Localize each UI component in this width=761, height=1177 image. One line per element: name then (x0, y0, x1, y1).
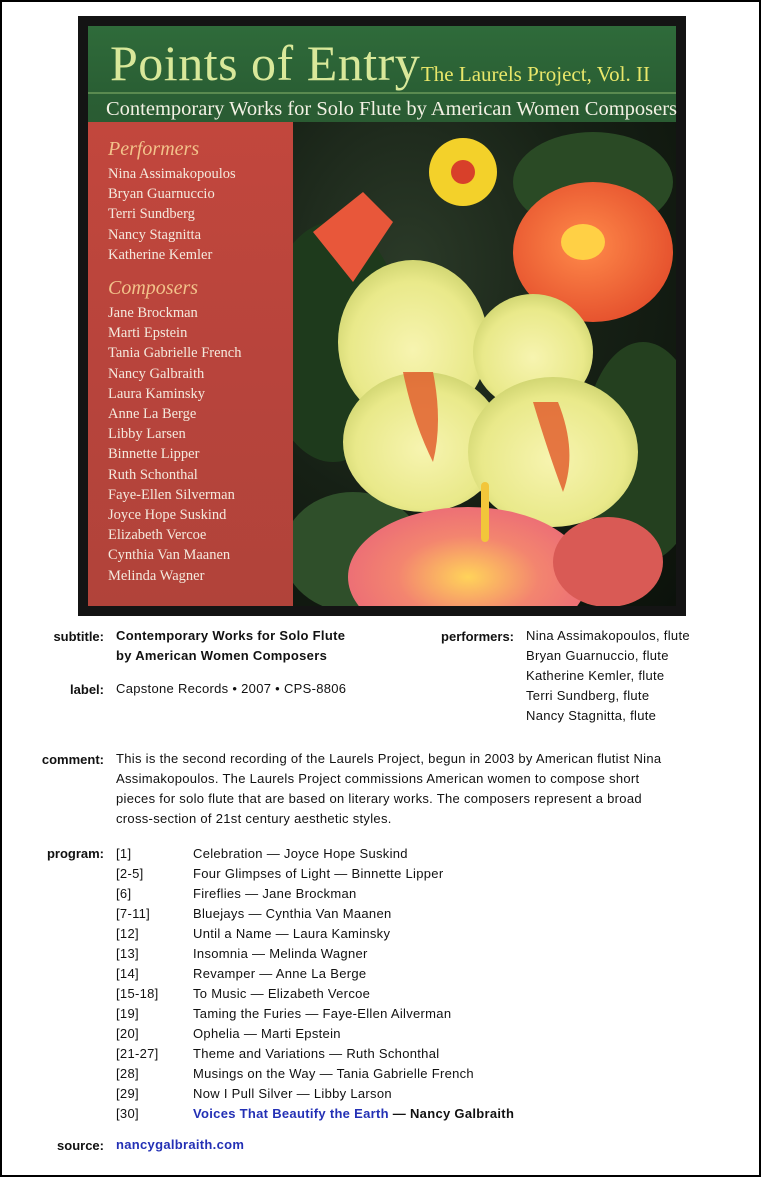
performer-item: Katherine Kemler, flute (526, 668, 665, 683)
cover-composer: Binnette Lipper (108, 446, 200, 463)
track-number: [28] (116, 1066, 139, 1081)
track-number: [29] (116, 1086, 139, 1101)
performer-item: Terri Sundberg, flute (526, 688, 650, 703)
program-row (116, 1084, 514, 1104)
cover-performer: Terri Sundberg (108, 206, 195, 223)
track-number: [30] (116, 1106, 139, 1121)
track-number: [21-27] (116, 1046, 159, 1061)
source-link[interactable]: nancygalbraith.com (116, 1137, 245, 1152)
cover-composer: Libby Larsen (108, 426, 186, 443)
subtitle-value (116, 626, 345, 666)
cover-title: Points of Entry (110, 35, 421, 91)
track-number: [13] (116, 946, 139, 961)
comment-line: This is the second recording of the Laurels Project, begun in 2003 by American flutist Nina (116, 751, 662, 766)
featured-piece-composer: — Nancy Galbraith (388, 1106, 515, 1121)
program-row (116, 1024, 514, 1044)
program-row (116, 964, 514, 984)
piece-title: Bluejays — Cynthia Van Maanen (193, 906, 392, 921)
comment-line: cross-section of 21st century aesthetic styles. (116, 811, 392, 826)
piece-title: Now I Pull Silver — Libby Larson (193, 1086, 392, 1101)
performers-label: performers: (441, 629, 514, 644)
subtitle-line: by American Women Composers (116, 648, 328, 663)
track-number: [1] (116, 846, 132, 861)
piece-title: Musings on the Way — Tania Gabrielle French (193, 1066, 474, 1081)
program-row (116, 1064, 514, 1084)
track-number: [14] (116, 966, 139, 981)
program-row (116, 944, 514, 964)
cover-composer: Faye-Ellen Silverman (108, 486, 235, 503)
piece-title: Insomnia — Melinda Wagner (193, 946, 368, 961)
cover-composer: Marti Epstein (108, 325, 188, 342)
program-row (116, 1004, 514, 1024)
piece-title: Revamper — Anne La Berge (193, 966, 367, 981)
performers-list (526, 626, 690, 726)
cover-performer: Katherine Kemler (108, 246, 213, 263)
cover-volume: The Laurels Project, Vol. II (420, 62, 650, 86)
label-label: label: (70, 682, 104, 697)
coral-celosia (553, 517, 663, 606)
flower-photo (293, 122, 676, 606)
cover-performers-list (88, 164, 293, 265)
track-number: [20] (116, 1026, 139, 1041)
source-label: source: (57, 1138, 104, 1153)
subtitle-line: Contemporary Works for Solo Flute (116, 628, 346, 643)
cover-composer: Jane Brockman (108, 305, 198, 322)
cover-subtitle: Contemporary Works for Solo Flute by American Women Composers (106, 98, 678, 120)
cover-composer: Cynthia Van Maanen (108, 547, 231, 564)
cover-performer: Nancy Stagnitta (108, 226, 202, 243)
cover-composer: Joyce Hope Suskind (108, 507, 227, 524)
piece-title: Four Glimpses of Light — Binnette Lipper (193, 866, 444, 881)
piece-title: Ophelia — Marti Epstein (193, 1026, 341, 1041)
piece-title: Theme and Variations — Ruth Schonthal (193, 1046, 440, 1061)
stamen (481, 482, 489, 542)
cover-credits-panel (88, 122, 293, 606)
comment-line: pieces for solo flute that are based on literary works. The composers represent a broad (116, 791, 642, 806)
performer-item: Nancy Stagnitta, flute (526, 708, 657, 723)
cover-composer: Nancy Galbraith (108, 365, 205, 382)
program-row (116, 884, 514, 904)
comment-text (116, 749, 736, 829)
piece-title: Until a Name — Laura Kaminsky (193, 926, 391, 941)
track-number: [6] (116, 886, 132, 901)
program-label: program: (46, 846, 104, 861)
label-value: Capstone Records • 2007 • CPS-8806 (116, 681, 347, 696)
cover-performers-heading: Performers (108, 138, 200, 160)
cover-composers-heading: Composers (108, 277, 199, 300)
piece-title: Fireflies — Jane Brockman (193, 886, 357, 901)
album-cover (78, 16, 686, 616)
cover-composer: Anne La Berge (108, 406, 197, 423)
flower-illustration (293, 122, 676, 606)
track-number: [2-5] (116, 866, 144, 881)
cover-performer: Bryan Guarnuccio (108, 186, 215, 203)
program-row (116, 904, 514, 924)
performer-item: Nina Assimakopoulos, flute (526, 628, 690, 643)
comment-label: comment: (41, 752, 104, 767)
subtitle-label: subtitle: (53, 629, 104, 644)
program-row (116, 924, 514, 944)
performer-item: Bryan Guarnuccio, flute (526, 648, 669, 663)
track-number: [7-11] (116, 906, 151, 921)
cover-composers-list (88, 303, 293, 586)
program-row (116, 844, 514, 864)
cover-composer: Laura Kaminsky (108, 385, 206, 402)
cover-composer: Elizabeth Vercoe (108, 527, 207, 544)
program-row (116, 1044, 514, 1064)
cover-composer: Melinda Wagner (108, 567, 205, 584)
cover-banner (88, 26, 676, 134)
track-number: [12] (116, 926, 139, 941)
piece-title: Celebration — Joyce Hope Suskind (193, 846, 408, 861)
comment-line: Assimakopoulos. The Laurels Project commissions American women to compose short (116, 771, 640, 786)
piece-title: Taming the Furies — Faye-Ellen Ailverman (193, 1006, 452, 1021)
featured-piece-link[interactable]: Voices That Beautify the Earth (193, 1106, 389, 1121)
cover-composer: Ruth Schonthal (108, 466, 198, 483)
flower-center (451, 160, 475, 184)
program-list (116, 844, 514, 1124)
banner-divider (88, 92, 676, 94)
track-number: [15-18] (116, 986, 159, 1001)
cover-performer: Nina Assimakopoulos (108, 166, 236, 182)
program-row (116, 984, 514, 1004)
cover-composer: Tania Gabrielle French (108, 345, 242, 362)
piece-title: To Music — Elizabeth Vercoe (193, 986, 371, 1001)
program-row-featured (116, 1104, 514, 1124)
track-number: [19] (116, 1006, 139, 1021)
program-row (116, 864, 514, 884)
flower-center (561, 224, 605, 260)
